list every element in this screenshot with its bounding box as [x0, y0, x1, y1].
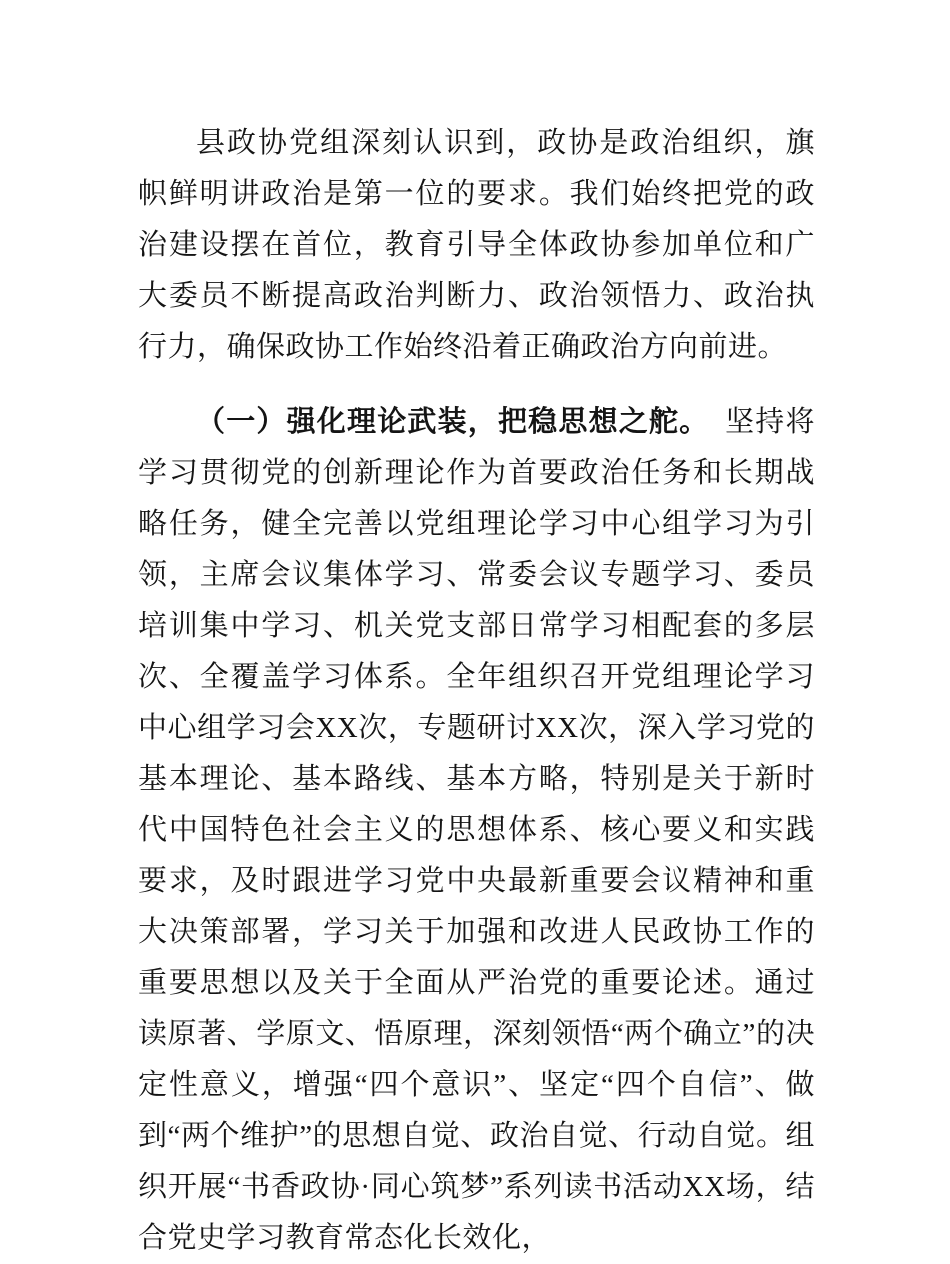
section-one-heading: （一）强化理论武装，把稳思想之舵。 [196, 406, 695, 438]
paragraph-political-overview [138, 118, 815, 373]
paragraph-political-overview-text: 县政协党组深刻认识到，政协是政治组织，旗帜鲜明讲政治是第一位的要求。我们始终把党的政治建设摆在首位，教育引导全体政协参加单位和广大委员不断提高政治判断力、政治领悟力、政治执行力，确保政协工作始终沿着正确政治方向前进。 [138, 127, 815, 363]
paragraph-section-one [138, 397, 815, 1264]
paragraph-section-one-text: 坚持将学习贯彻党的创新理论作为首要政治任务和长期战略任务，健全完善以党组理论学习中心组学习为引领，主席会议集体学习、常委会议专题学习、委员培训集中学习、机关党支部日常学习相配套的多层次、全覆盖学习体系。全年组织召开党组理论学习中心组学习会XX次，专题研讨XX次，深入学习党的基本理论、基本路线、基本方略，特别是关于新时代中国特色社会主义的思想体系、核心要义和实践要求，及时跟进学习党中央最新重要会议精神和重大决策部署，学习关于加强和改进人民政协工作的重要思想以及关于全面从严治党的重要论述。通过读原著、学原文、悟原理，深刻领悟“两个确立”的决定性意义，增强“四个意识”、坚定“四个自信”、做到“两个维护”的思想自觉、政治自觉、行动自觉。组织开展“书香政协·同心筑梦”系列读书活动XX场，结合党史学习教育常态化长效化， [138, 406, 815, 1254]
